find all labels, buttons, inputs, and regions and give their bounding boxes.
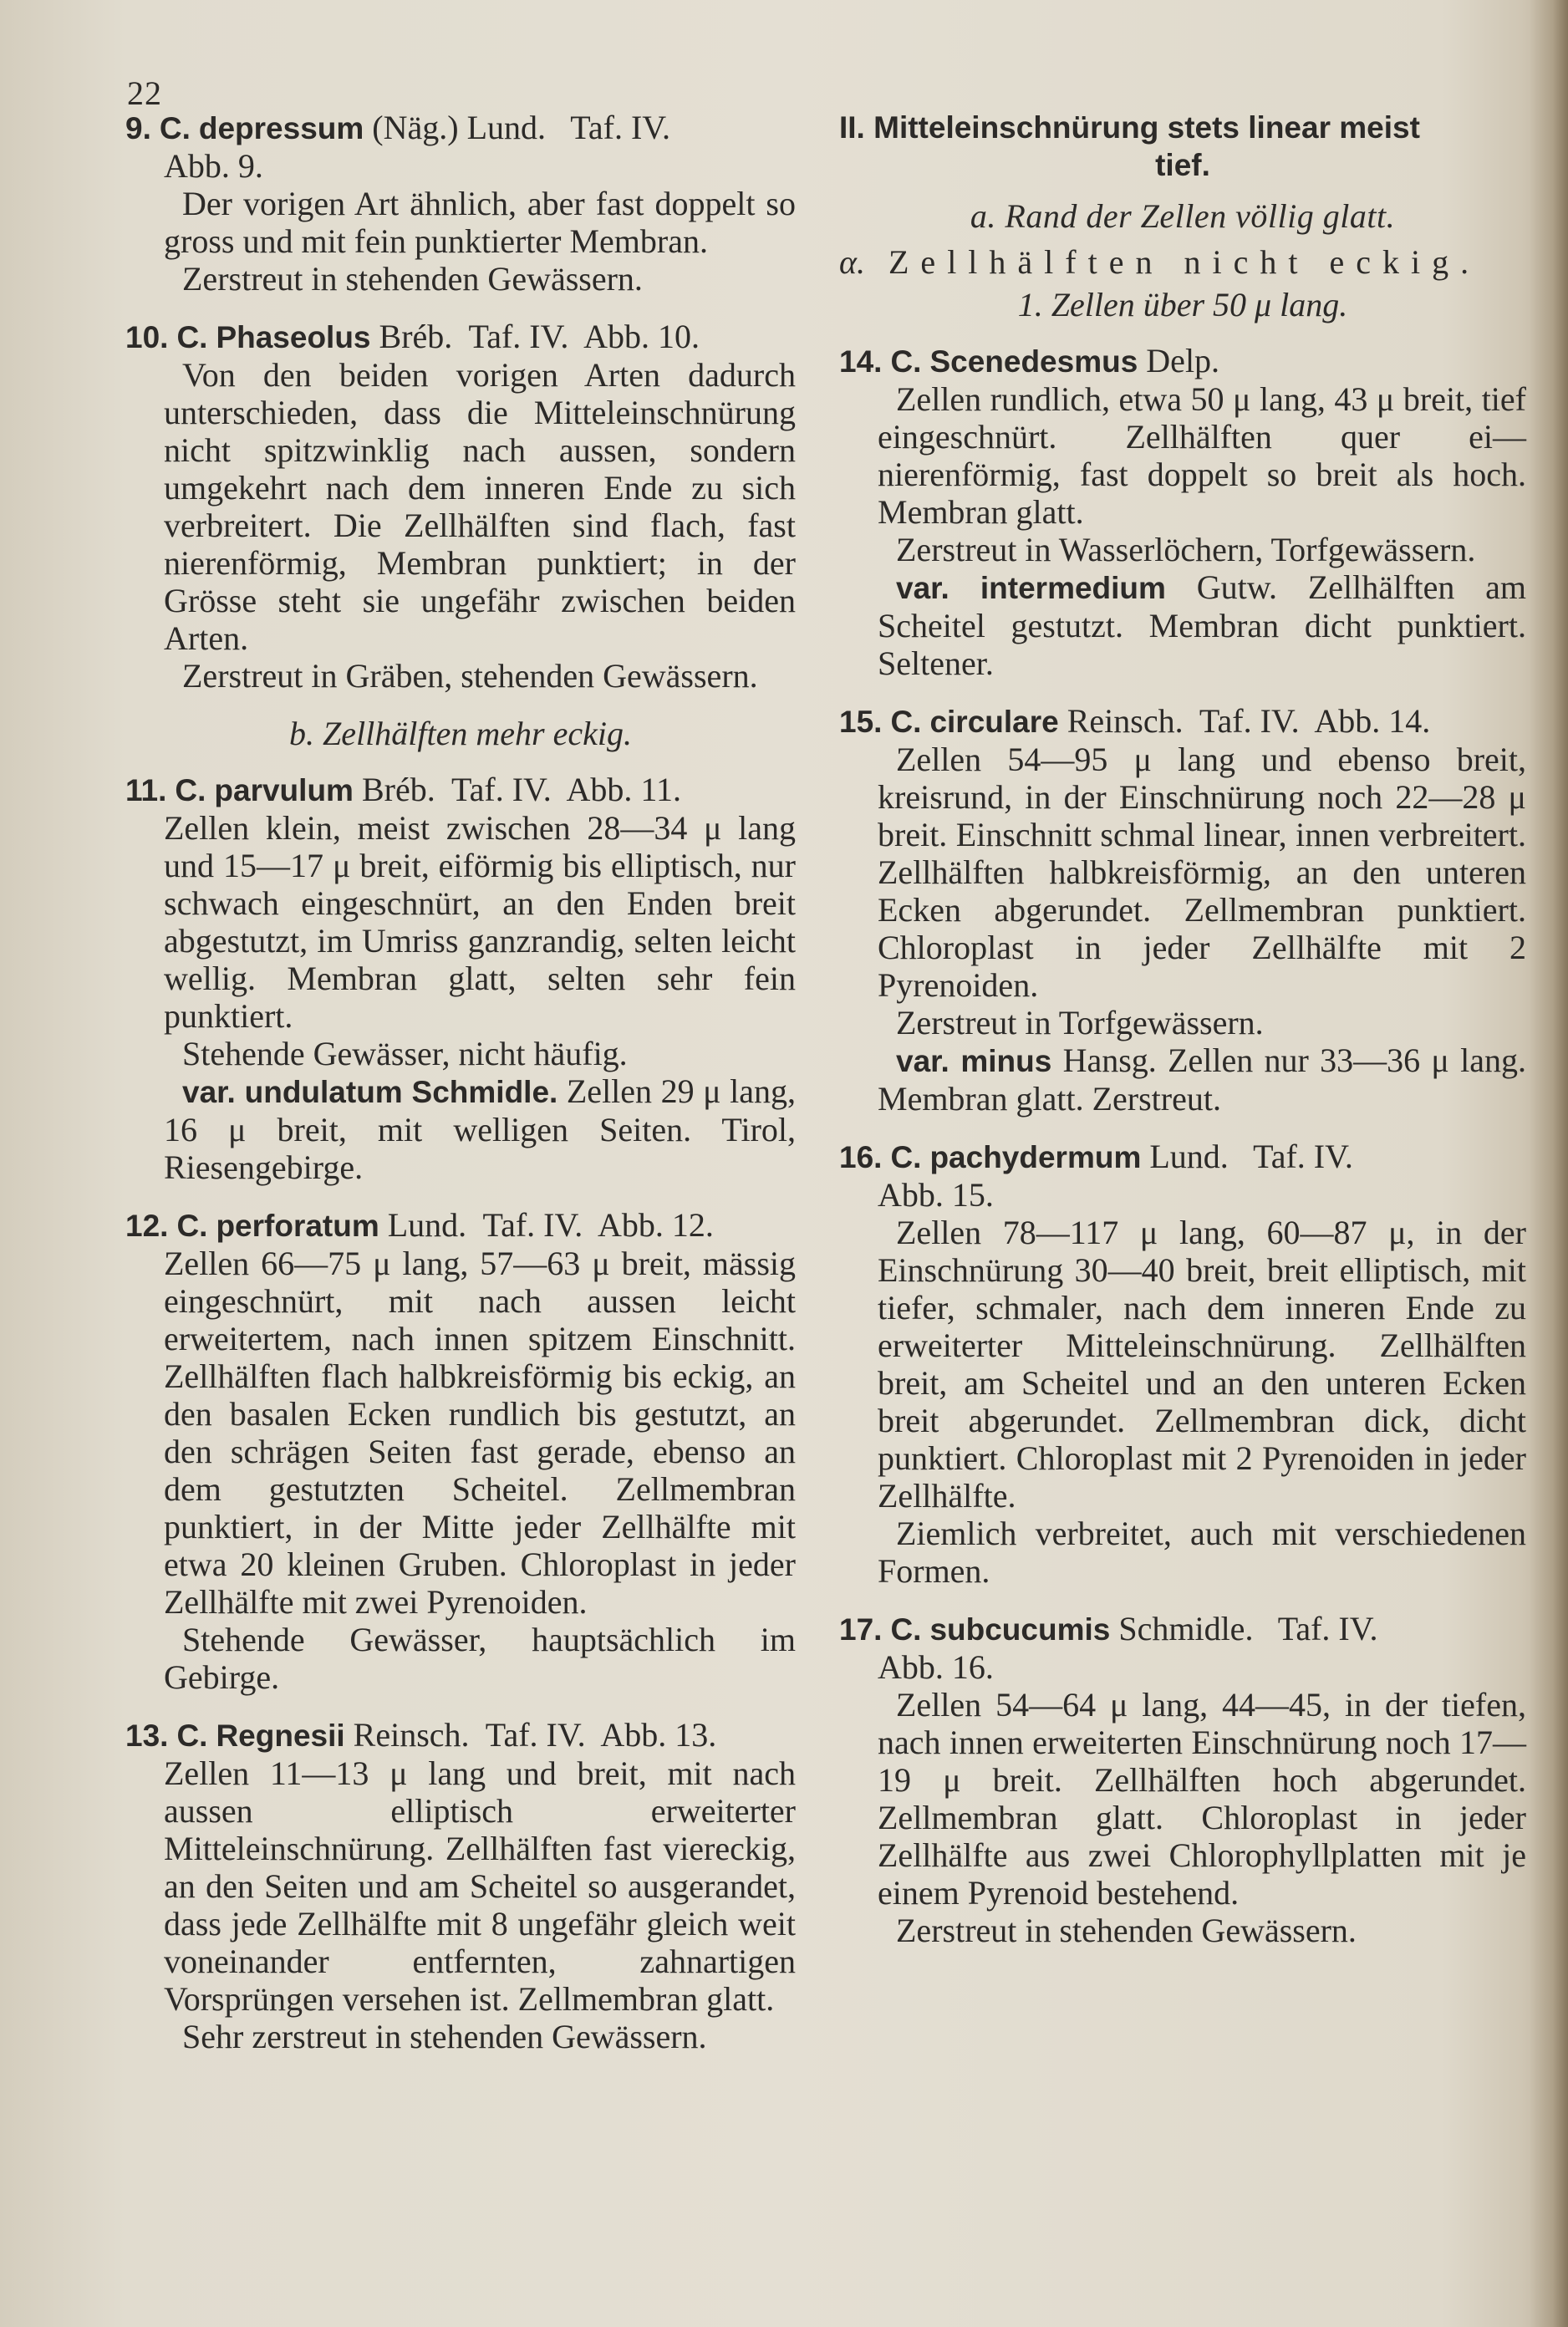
right-column — [839, 109, 1526, 1969]
genus-abbrev: C. — [176, 1209, 208, 1243]
species-entry — [839, 342, 1526, 682]
habitat: Stehende Gewässer, nicht häufig. — [182, 1035, 628, 1072]
authority: Bréb. Taf. IV. Abb. 10. — [379, 318, 700, 355]
subheading-alpha: α. Zellhälften nicht eckig. — [839, 243, 1481, 281]
species-entry — [125, 318, 796, 695]
page-spine-shadow — [1530, 0, 1568, 2327]
species-name: Phaseolus — [216, 320, 371, 354]
entry-number: 13. — [125, 1719, 169, 1753]
description: Zellen 66—75 μ lang, 57—63 μ breit, mässig eingeschnürt, mit nach aussen leicht erweitertem, nach innen spitzem Einschnitt. Zellhälften flach halbkreisförmig bis eckig, an den basalen Ecken rundlich bis gestutzt, an den schrägen Seiten fast gerade, ebenso an dem gestutzten Scheitel. Zellmembran punktiert, in der Mitte jeder Zellhälfte mit etwa 20 kleinen Gruben. Chloroplast in jeder Zellhälfte mit zwei Pyrenoiden. — [164, 1245, 796, 1621]
species-entry — [125, 1716, 796, 2055]
description: Zellen 54—64 μ lang, 44—45, in der tiefen, nach innen erweiterten Einschnürung noch 17—19 μ breit. Zellhälften hoch abgerundet. Zellmembran glatt. Chloroplast in jeder Zellhälfte aus zwei Chlorophyllplatten mit je einem Pyrenoid bestehend. — [878, 1686, 1526, 1912]
description: Zellen 54—95 μ lang und ebenso breit, kreisrund, in der Einschnürung noch 22—28 μ breit. Einschnitt schmal linear, innen verbreitert. Zellhälften halbkreisförmig, an den unteren Ecken abgerundet. Zellmembran punktiert. Chloroplast in jeder Zellhälfte mit 2 Pyrenoiden. — [878, 741, 1526, 1004]
description: Zellen klein, meist zwischen 28—34 μ lang und 15—17 μ breit, eiförmig bis elliptisch, nur schwach eingeschnürt, an den Enden breit abgestutzt, im Umriss ganzrandig, selten leicht wellig. Membran glatt, selten sehr fein punktiert. — [164, 809, 796, 1035]
species-entry — [125, 1206, 796, 1696]
variety — [839, 568, 1526, 682]
genus-abbrev: C. — [890, 344, 922, 379]
subheading-1: 1. Zellen über 50 μ lang. — [1017, 286, 1348, 323]
authority: Reinsch. Taf. IV. Abb. 13. — [353, 1716, 717, 1754]
variety — [839, 1041, 1526, 1118]
species-name: depressum — [198, 111, 364, 145]
subheading: b. Zellhälften mehr eckig. — [289, 715, 632, 752]
page-number: 22 — [127, 74, 162, 112]
habitat: Sehr zerstreut in stehenden Gewässern. — [182, 2018, 707, 2055]
description: Zellen 11—13 μ lang und breit, mit nach aussen elliptisch erweiterter Mitteleinschnürung. Zellhälften fast viereckig, an den Seiten und am Scheitel so ausgerandet, dass jede Zellhälfte mit 8 ungefähr gleich weit voneinander entfernten, zahnartigen Vorsprüngen versehen ist. Zellmembran glatt. — [164, 1754, 796, 2018]
species-entry — [839, 1138, 1526, 1590]
entry-number: 11. — [125, 773, 167, 807]
left-column — [125, 109, 796, 2075]
plate-reference: Abb. 9. — [164, 147, 263, 185]
description: Zellen rundlich, etwa 50 μ lang, 43 μ breit, tief eingeschnürt. Zellhälften quer ei—nierenförmig, fast doppelt so breit als hoch. Membran glatt. — [878, 380, 1526, 531]
plate-reference: Abb. 15. — [878, 1176, 994, 1214]
variety-text: Gutw. Zellhälften am Scheitel gestutzt. Membran dicht punktiert. Seltener. — [878, 568, 1527, 682]
entry-number: 17. — [839, 1612, 883, 1647]
subheading-a: a. Rand der Zellen völlig glatt. — [970, 197, 1396, 235]
species-name: subcucumis — [929, 1612, 1111, 1647]
entry-number: 12. — [125, 1209, 169, 1243]
authority: Reinsch. Taf. IV. Abb. 14. — [1067, 702, 1431, 740]
habitat: Stehende Gewässer, hauptsächlich im Gebirge. — [164, 1621, 796, 1696]
authority: Lund. Taf. IV. Abb. 12. — [387, 1206, 714, 1244]
description: Der vorigen Art ähnlich, aber fast doppelt so gross und mit fein punktierter Membran. — [164, 185, 796, 260]
habitat: Zerstreut in Wasserlöchern, Torfgewässern. — [896, 531, 1476, 568]
authority: (Näg.) Lund. Taf. IV. — [372, 109, 671, 146]
species-entry — [839, 702, 1526, 1118]
description: Von den beiden vorigen Arten dadurch unterschieden, dass die Mitteleinschnürung nicht spitzwinklig nach aussen, sondern umgekehrt nach dem inneren Ende zu sich verbreitert. Die Zellhälften sind flach, fast nierenförmig, Membran punktiert; in der Grösse steht sie ungefähr zwischen beiden Arten. — [164, 356, 796, 657]
authority: Bréb. Taf. IV. Abb. 11. — [361, 771, 681, 808]
genus-abbrev: C. — [890, 705, 922, 739]
habitat: Zerstreut in stehenden Gewässern. — [896, 1912, 1357, 1949]
authority: Lund. Taf. IV. — [1149, 1138, 1353, 1175]
habitat: Zerstreut in Gräben, stehenden Gewässern. — [182, 657, 758, 695]
description: Zellen 78—117 μ lang, 60—87 μ, in der Einschnürung 30—40 breit, breit elliptisch, mit tiefer, schmaler, nach dem inneren Ende zu erweiterter Mitteleinschnürung. Zellhälften breit, am Scheitel und an den unteren Ecken breit abgerundet. Zellmembran dick, dicht punktiert. Chloroplast mit 2 Pyrenoiden in jeder Zellhälfte. — [878, 1214, 1526, 1515]
plate-reference: Abb. 16. — [878, 1648, 994, 1686]
species-entry — [125, 109, 796, 298]
genus-abbrev: C. — [159, 111, 191, 145]
habitat: Zerstreut in stehenden Gewässern. — [182, 260, 643, 298]
section-heading: II. Mitteleinschnürung stets linear meist tief. — [839, 110, 1420, 182]
habitat: Zerstreut in Torfgewässern. — [896, 1004, 1264, 1041]
variety — [125, 1072, 796, 1186]
variety-text: Zellen 29 μ lang, 16 μ breit, mit welligen Seiten. Tirol, Riesengebirge. — [164, 1072, 797, 1186]
species-name: circulare — [929, 705, 1059, 739]
habitat: Ziemlich verbreitet, auch mit verschiedenen Formen. — [878, 1515, 1526, 1590]
variety-name: var. undulatum Schmidle. — [182, 1075, 558, 1109]
variety-name: var. intermedium — [896, 571, 1166, 605]
genus-abbrev: C. — [175, 773, 206, 807]
entry-number: 15. — [839, 705, 883, 739]
species-name: Regnesii — [216, 1719, 345, 1753]
authority: Delp. — [1146, 342, 1220, 379]
entry-number: 9. — [125, 111, 151, 145]
genus-abbrev: C. — [890, 1140, 922, 1174]
entry-number: 16. — [839, 1140, 883, 1174]
genus-abbrev: C. — [176, 320, 208, 354]
species-name: parvulum — [214, 773, 354, 807]
species-name: pachydermum — [929, 1140, 1142, 1174]
authority: Schmidle. Taf. IV. — [1118, 1610, 1378, 1647]
species-name: perforatum — [216, 1209, 379, 1243]
variety-text: Hansg. Zellen nur 33—36 μ lang. Membran glatt. Zerstreut. — [878, 1041, 1526, 1118]
genus-abbrev: C. — [890, 1612, 922, 1647]
entry-number: 10. — [125, 320, 169, 354]
genus-abbrev: C. — [176, 1719, 208, 1753]
species-entry — [839, 1610, 1526, 1949]
entry-number: 14. — [839, 344, 883, 379]
species-entry — [125, 771, 796, 1186]
species-name: Scenedesmus — [929, 344, 1138, 379]
variety-name: var. minus — [896, 1044, 1052, 1078]
